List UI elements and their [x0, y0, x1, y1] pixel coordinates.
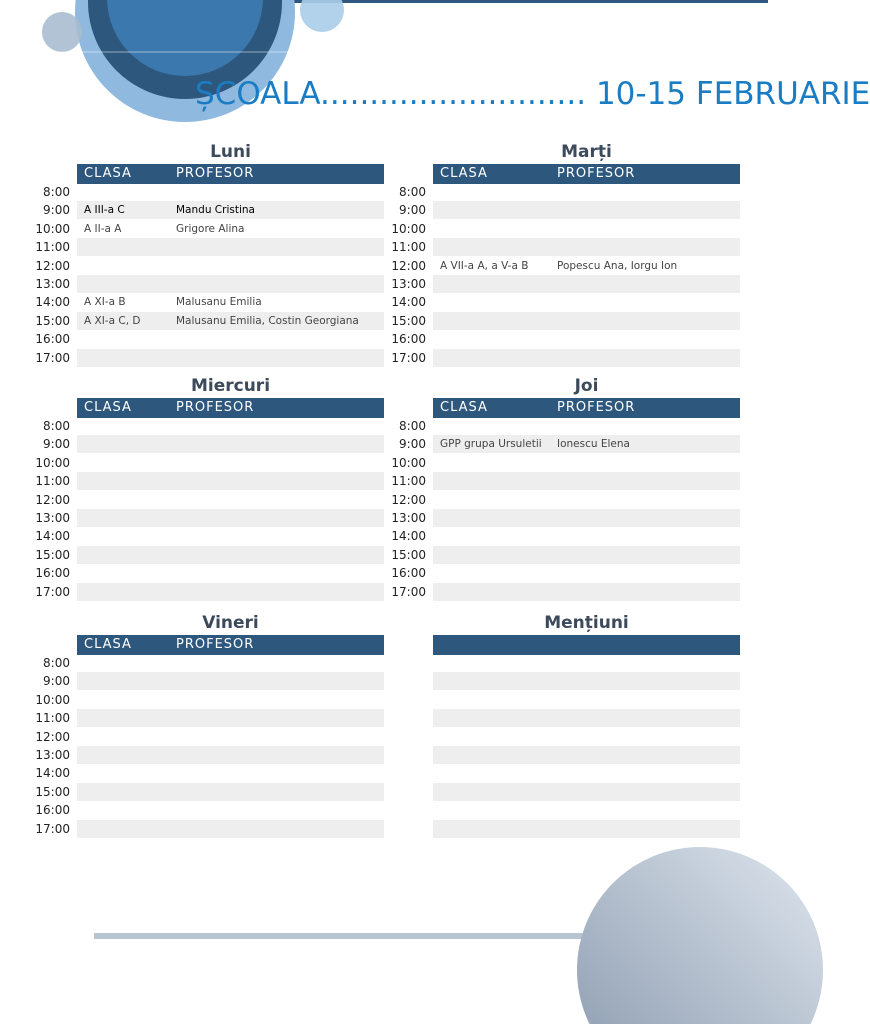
time-label: 11:00 — [35, 240, 70, 255]
time-label: 13:00 — [35, 277, 70, 291]
table-header-vineri — [77, 635, 384, 655]
class-cell: A VII-a A, a V-a B — [440, 259, 529, 272]
time-label: 16:00 — [391, 332, 426, 347]
time-label: 16:00 — [35, 566, 70, 581]
row-band — [433, 564, 740, 582]
header-teacher-label: PROFESOR — [176, 400, 255, 415]
table-row — [0, 491, 768, 509]
time-label: 10:00 — [391, 455, 426, 470]
notes-row — [0, 709, 768, 727]
row-band — [433, 746, 740, 764]
time-label: 16:00 — [391, 566, 426, 581]
class-cell: A XI-a B — [84, 296, 126, 309]
header-class-label: CLASA — [440, 166, 488, 181]
row-band — [433, 275, 740, 293]
table-row — [0, 220, 768, 238]
time-label: 13:00 — [391, 511, 426, 525]
table-row — [0, 454, 768, 472]
notes-row — [0, 764, 768, 782]
notes-title: Mențiuni — [544, 613, 629, 633]
teacher-cell: Ionescu Elena — [557, 438, 630, 451]
day-title-vineri: Vineri — [202, 613, 259, 633]
header-class-label: CLASA — [84, 400, 132, 415]
row-band — [433, 183, 740, 201]
table-row — [0, 546, 768, 564]
time-label: 14:00 — [35, 295, 70, 310]
row-band — [433, 728, 740, 746]
notes-row — [0, 672, 768, 690]
time-label: 14:00 — [391, 295, 426, 310]
time-label: 17:00 — [391, 350, 426, 365]
time-label: 15:00 — [35, 313, 70, 328]
class-cell: A XI-a C, D — [84, 314, 141, 327]
table-header-luni — [77, 164, 384, 184]
row-band — [433, 330, 740, 348]
header-teacher-label: PROFESOR — [176, 166, 255, 181]
header-teacher-label: PROFESOR — [557, 400, 636, 415]
time-label: 8:00 — [43, 185, 70, 199]
class-cell: A III-a C — [84, 204, 125, 217]
notes-row — [0, 801, 768, 819]
time-label: 12:00 — [391, 258, 426, 273]
bottom-decoration — [0, 840, 768, 1024]
table-row — [0, 312, 768, 330]
day-title-luni: Luni — [210, 142, 251, 162]
row-band — [433, 491, 740, 509]
bottom-rule — [94, 933, 614, 939]
table-row — [0, 349, 768, 367]
teacher-cell: Malusanu Emilia — [176, 296, 262, 309]
row-band — [433, 546, 740, 564]
table-header-joi — [433, 398, 740, 418]
row-band — [433, 691, 740, 709]
time-label: 10:00 — [35, 221, 70, 236]
time-label: 17:00 — [35, 821, 70, 836]
row-band — [433, 583, 740, 601]
table-row — [0, 183, 768, 201]
class-cell: A II-a A — [84, 222, 122, 235]
header-teacher-label: PROFESOR — [176, 637, 255, 652]
teacher-cell: Malusanu Emilia, Costin Georgiana — [176, 314, 359, 327]
table-row — [0, 330, 768, 348]
time-label: 10:00 — [35, 692, 70, 707]
notes-row — [0, 654, 768, 672]
time-label: 16:00 — [35, 803, 70, 818]
time-label: 8:00 — [43, 656, 70, 670]
row-band — [433, 820, 740, 838]
time-label: 12:00 — [391, 492, 426, 507]
teacher-cell: Mandu Cristina — [176, 204, 255, 217]
deco-circle-small-left — [42, 12, 82, 52]
time-label: 11:00 — [391, 240, 426, 255]
day-title-joi: Joi — [574, 376, 599, 396]
header-class-label: CLASA — [440, 400, 488, 415]
time-label: 9:00 — [399, 203, 426, 218]
time-label: 15:00 — [35, 784, 70, 799]
row-band — [433, 709, 740, 727]
table-row — [0, 527, 768, 545]
header-class-label: CLASA — [84, 166, 132, 181]
time-label: 13:00 — [35, 511, 70, 525]
row-band — [433, 417, 740, 435]
header-class-label: CLASA — [84, 637, 132, 652]
table-row — [0, 435, 768, 453]
time-label: 8:00 — [399, 419, 426, 433]
time-label: 12:00 — [35, 729, 70, 744]
deco-circle-small-right — [300, 0, 344, 32]
table-header-marti — [433, 164, 740, 184]
notes-row — [0, 728, 768, 746]
table-row — [0, 583, 768, 601]
row-band — [433, 349, 740, 367]
notes-row — [0, 746, 768, 764]
row-band — [433, 764, 740, 782]
time-label: 14:00 — [35, 766, 70, 781]
time-label: 11:00 — [391, 474, 426, 489]
time-label: 8:00 — [43, 419, 70, 433]
table-row — [0, 238, 768, 256]
row-band — [433, 312, 740, 330]
notes-row — [0, 820, 768, 838]
teacher-cell: Popescu Ana, Iorgu Ion — [557, 259, 678, 272]
table-row — [0, 472, 768, 490]
row-band — [433, 654, 740, 672]
time-label: 15:00 — [391, 313, 426, 328]
table-row — [0, 509, 768, 527]
table-header-miercuri — [77, 398, 384, 418]
time-label: 11:00 — [35, 711, 70, 726]
row-band — [433, 220, 740, 238]
row-band — [433, 454, 740, 472]
page-title: ȘCOALA........................... 10-15 FEBRUARIE — [195, 76, 870, 112]
time-label: 17:00 — [391, 584, 426, 599]
table-row — [0, 564, 768, 582]
table-row — [0, 257, 768, 275]
row-band — [433, 672, 740, 690]
top-rule — [290, 0, 768, 3]
time-label: 9:00 — [43, 203, 70, 218]
time-label: 15:00 — [35, 547, 70, 562]
row-band — [433, 238, 740, 256]
teacher-cell: Grigore Alina — [176, 222, 245, 235]
time-label: 16:00 — [35, 332, 70, 347]
time-label: 10:00 — [391, 221, 426, 236]
notes-row — [0, 783, 768, 801]
time-label: 14:00 — [35, 529, 70, 544]
table-row — [0, 417, 768, 435]
table-row — [0, 275, 768, 293]
row-band — [433, 801, 740, 819]
day-title-marti: Marți — [561, 142, 612, 162]
time-label: 9:00 — [399, 437, 426, 452]
row-band — [433, 293, 740, 311]
time-label: 11:00 — [35, 474, 70, 489]
row-band — [433, 472, 740, 490]
time-label: 17:00 — [35, 584, 70, 599]
time-label: 12:00 — [35, 492, 70, 507]
header-teacher-label: PROFESOR — [557, 166, 636, 181]
table-row — [0, 201, 768, 219]
class-cell: GPP grupa Ursuletii — [440, 438, 542, 451]
row-band — [433, 509, 740, 527]
time-label: 14:00 — [391, 529, 426, 544]
time-label: 13:00 — [35, 748, 70, 762]
table-row — [0, 293, 768, 311]
bottom-circle — [577, 847, 823, 1024]
time-label: 8:00 — [399, 185, 426, 199]
notes-row — [0, 691, 768, 709]
time-label: 17:00 — [35, 350, 70, 365]
time-label: 9:00 — [43, 437, 70, 452]
notes-header — [433, 635, 740, 655]
row-band — [433, 201, 740, 219]
row-band — [433, 783, 740, 801]
day-title-miercuri: Miercuri — [190, 376, 271, 396]
time-label: 10:00 — [35, 455, 70, 470]
time-label: 15:00 — [391, 547, 426, 562]
row-band — [433, 527, 740, 545]
time-label: 13:00 — [391, 277, 426, 291]
time-label: 9:00 — [43, 674, 70, 689]
time-label: 12:00 — [35, 258, 70, 273]
